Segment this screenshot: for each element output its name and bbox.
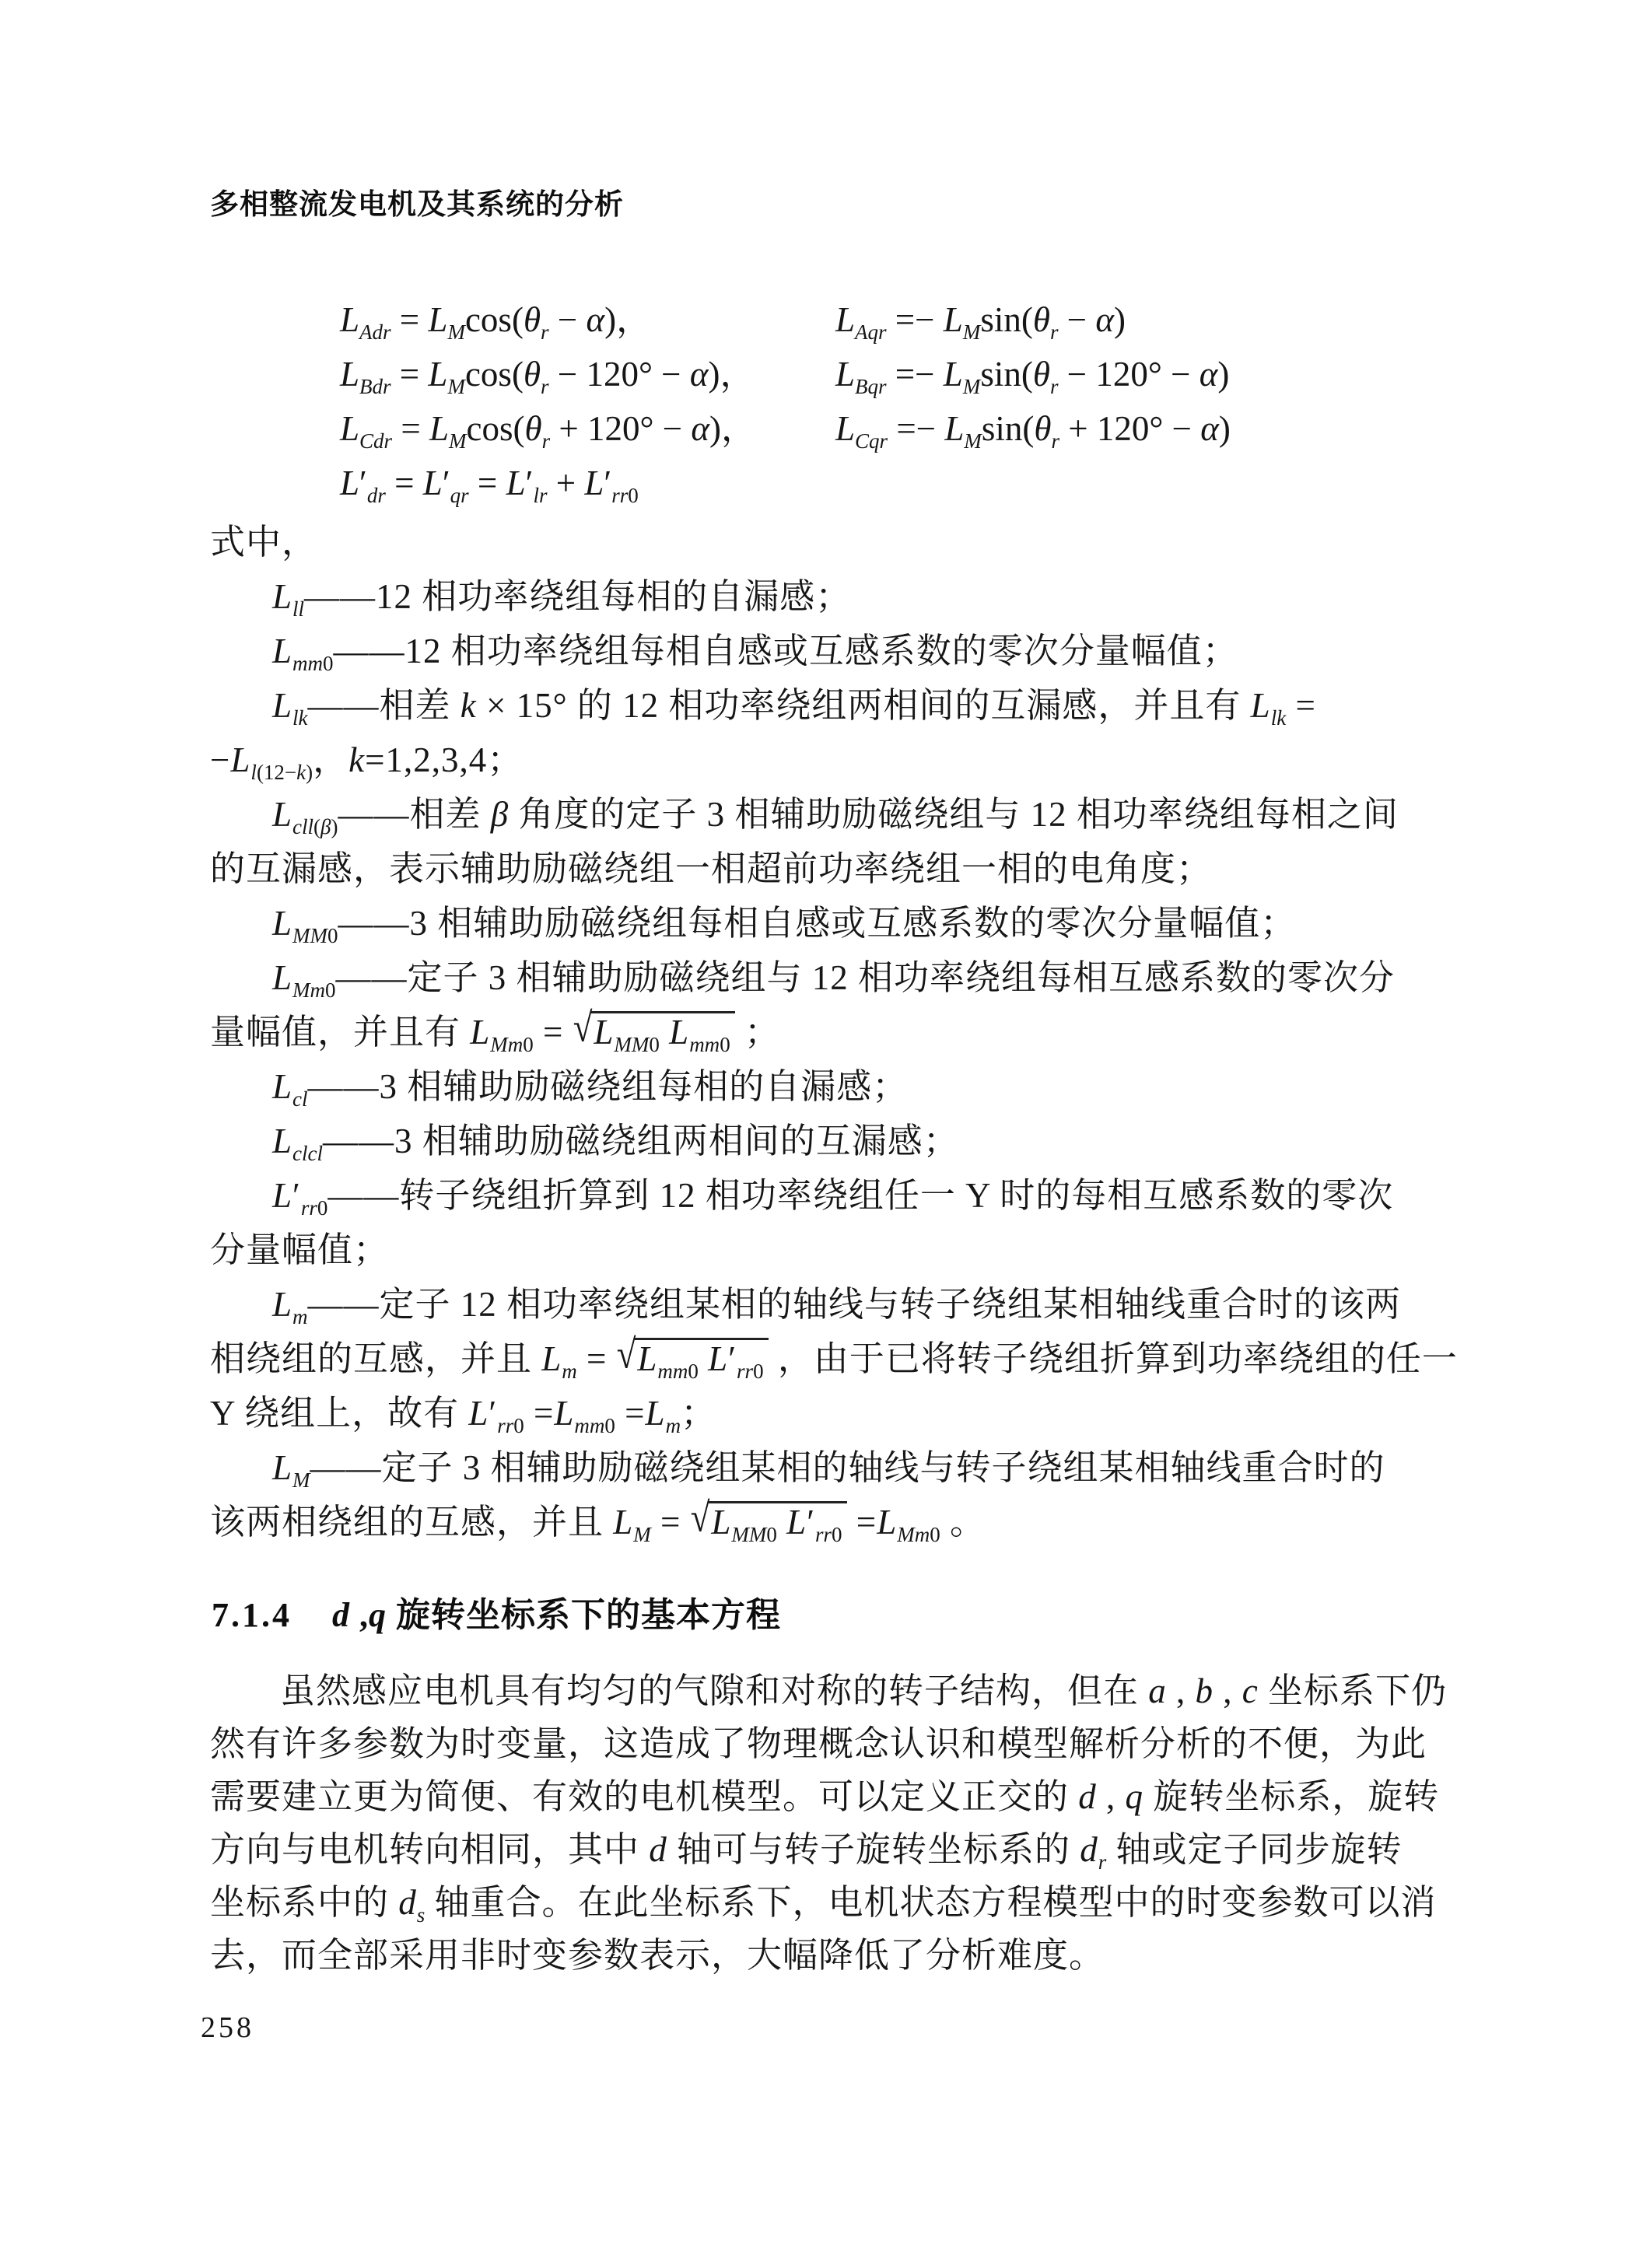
section-number: 7.1.4 (212, 1596, 292, 1634)
definition-line: 量幅值，并且有 $L_{Mm0} = √L_{MM0}$ $L_{mm0}$ ； (210, 1004, 780, 1056)
definition-line: Y 绕组上，故有 $L'_{rr0} =L_{mm0} =L_m$； (210, 1394, 717, 1437)
body-paragraph (210, 1664, 1447, 1982)
paragraph-line: 坐标系中的 $d_s$ 轴重合。在此坐标系下，电机状态方程模型中的时变参数可以消 (210, 1883, 1437, 1927)
definition-line: $L_{clcl}——3$ 相辅助励磁绕组两相间的互漏感； (272, 1122, 959, 1165)
equation-right: $L_{Aqr} =- L_M\sin(\theta_r - \alpha)$ (835, 300, 1126, 344)
section-heading (212, 1587, 781, 1636)
symbol-definitions (210, 515, 1458, 1549)
definition-line: 式中， (210, 523, 318, 562)
definition-line: $L_{cl}——3$ 相辅助励磁绕组每相的自漏感； (272, 1067, 909, 1111)
equation-right: $L_{Bqr} =- L_M\sin(\theta_r - 120^\circ - \alpha)$ (835, 355, 1230, 398)
definition-line: $L'_{rr0}——$转子绕组折算到 12 相功率绕组任一 Y 时的每相互感系数的零次 (272, 1176, 1394, 1220)
section-title: d ,q 旋转坐标系下的基本方程 (332, 1596, 781, 1634)
equation-right: $L_{Cqr} =- L_M\sin(\theta_r + 120^\circ - \alpha)$ (835, 409, 1231, 453)
page-number: 258 (201, 2011, 254, 2044)
definition-line: $-L_{l(12-k)}$，k=1,2,3,4； (210, 740, 524, 784)
definition-line: $L_{ll}——12$ 相功率绕组每相的自漏感； (272, 577, 852, 621)
equation-left: $L_{Bdr} = L_M\cos(\theta_r - 120^\circ - \alpha)$， (340, 355, 755, 398)
equation-left: $L'_{dr} = L'_{qr} = L'_{lr} + L'_{rr0}$ (340, 464, 639, 507)
equation-block (340, 292, 1231, 510)
definition-line: $L_{mm0}——12$ 相功率绕组每相自感或互感系数的零次分量幅值； (272, 632, 1238, 675)
equation-row (340, 347, 1231, 401)
definition-line: $L_{MM0}——3$ 相辅助励磁绕组每相自感或互感系数的零次分量幅值； (272, 904, 1297, 947)
equation-left: $L_{Cdr} = L_M\cos(\theta_r + 120^\circ - \alpha)$， (340, 409, 756, 453)
definition-line: 分量幅值； (210, 1230, 390, 1269)
definition-line: $L_m——$定子 12 相功率绕组某相的轴线与转子绕组某相轴线重合时的该两 (272, 1285, 1402, 1328)
definition-line: $L_{Mm0}——$定子 3 相辅助励磁绕组与 12 相功率绕组每相互感系数的零次分 (272, 958, 1396, 1002)
paragraph-line: 需要建立更为简便、有效的电机模型。可以定义正交的 d , q 旋转坐标系，旋转 (210, 1777, 1440, 1816)
definition-line: 的互漏感，表示辅助励磁绕组一相超前功率绕组一相的电角度； (210, 849, 1213, 888)
equation-row (340, 456, 1231, 510)
definition-line: 相绕组的互感，并且 $L_m = √L_{mm0}$ $L'_{rr0}$ ，由于已将转子绕组折算到功率绕组的任一 (210, 1331, 1458, 1383)
definition-line: $L_{cll(\beta)}——$相差 β 角度的定子 3 相辅助励磁绕组与 12 相功率绕组每相之间 (272, 795, 1399, 838)
definition-line: 该两相绕组的互感，并且 $L_M = √L_{MM0}$ $L'_{rr0} =L_{Mm0}$ 。 (210, 1494, 986, 1546)
equation-row (340, 292, 1231, 347)
definition-line: $L_M——$定子 3 相辅助励磁绕组某相的轴线与转子绕组某相轴线重合时的 (272, 1448, 1385, 1492)
paragraph-line: 方向与电机转向相同，其中 d 轴可与转子旋转坐标系的 $d_r$ 轴或定子同步旋转 (210, 1830, 1403, 1874)
definition-line: $L_{lk}——$相差 k × 15° 的 12 相功率绕组两相间的互漏感，并且有 $L_{lk}$ = (272, 686, 1316, 730)
paragraph-line: 虽然感应电机具有均匀的气隙和对称的转子结构，但在 a , b , c 坐标系下仍 (280, 1671, 1448, 1710)
running-header: 多相整流发电机及其系统的分析 (210, 189, 624, 221)
equation-left: $L_{Adr} = L_M\cos(\theta_r - \alpha)$， (340, 300, 652, 344)
equation-row (340, 401, 1231, 456)
paragraph-line: 然有许多参数为时变量，这造成了物理概念认识和模型解析分析的不便，为此 (210, 1724, 1427, 1763)
paragraph-line: 去，而全部采用非时变参数表示，大幅降低了分析难度。 (210, 1936, 1105, 1975)
